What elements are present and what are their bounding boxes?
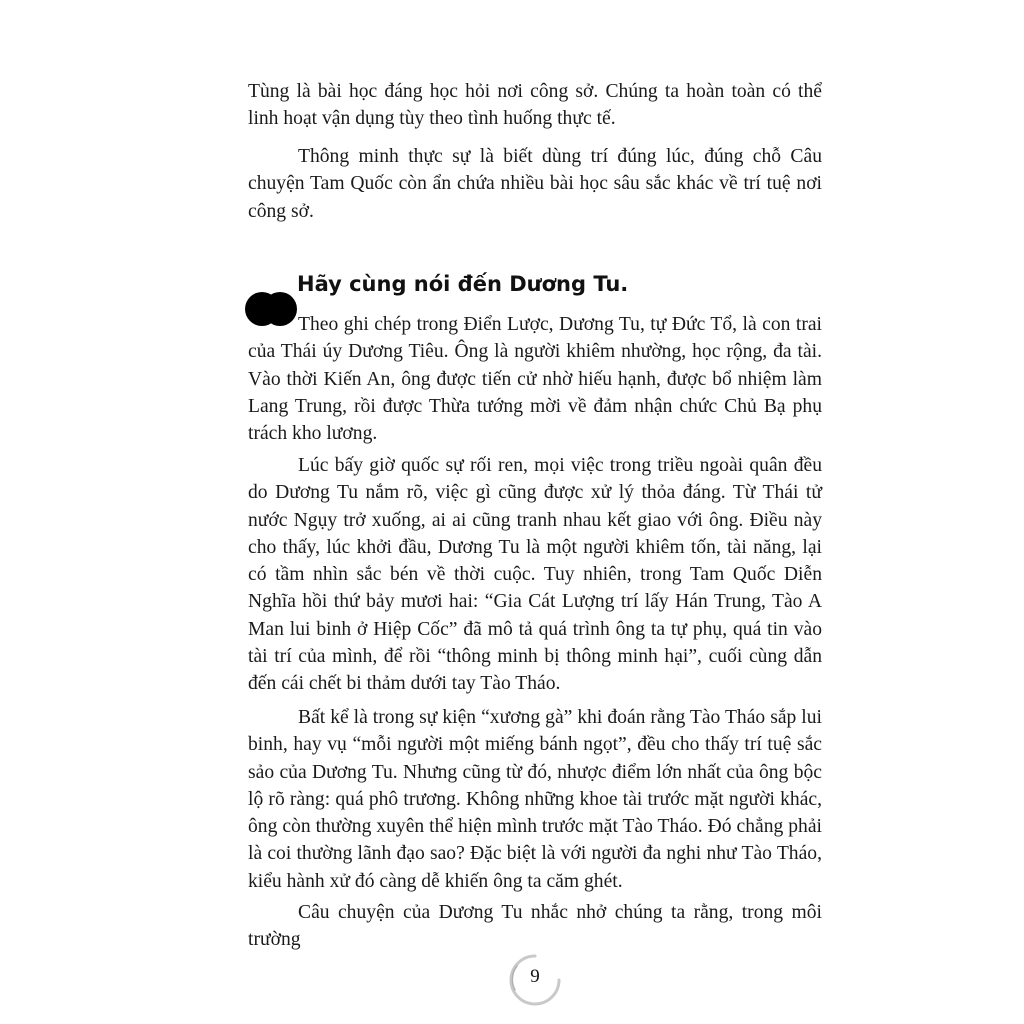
text-column-top (248, 78, 822, 133)
paragraph-6: Câu chuyện của Dương Tu nhắc nhở chúng ta rằng, trong môi trường (248, 902, 822, 951)
paragraph-4: Lúc bấy giờ quốc sự rối ren, mọi việc trong triều ngoài quân đều do Dương Tu nắm rõ, việc gì cũng được xử lý thỏa đáng. Từ Thái tử nước Ngụy trở xuống, ai ai cũng tranh nhau kết giao với ông. Điều này cho thấy, lúc khởi đầu, Dương Tu là một người khiêm tốn, tài năng, lại có tầm nhìn sắc bén về thời cuộc. Tuy nhiên, trong Tam Quốc Diễn Nghĩa hồi thứ bảy mươi hai: “Gia Cát Lượng trí lấy Hán Trung, Tào A Man lui binh ở Hiệp Cốc” đã mô tả quá trình ông ta tự phụ, quá tin vào tài trí của mình, để rồi “thông minh bị thông minh hại”, cuối cùng dẫn đến cái chết bi thảm dưới tay Tào Tháo. (248, 455, 822, 695)
page-number-badge (505, 950, 565, 1010)
paragraph-5: Bất kể là trong sự kiện “xương gà” khi đoán rằng Tào Tháo sắp lui binh, hay vụ “mỗi người một miếng bánh ngọt”, đều cho thấy trí tuệ sắc sảo của Dương Tu. Nhưng cũng từ đó, nhược điểm lớn nhất của ông bộc lộ rõ ràng: quá phô trương. Không những khoe tài trước mặt người khác, ông còn thường xuyên thể hiện mình trước mặt Tào Tháo. Đó chẳng phải là coi thường lãnh đạo sao? Đặc biệt là với người đa nghi như Tào Tháo, kiểu hành xử đó càng dễ khiến ông ta căm ghét. (248, 707, 822, 892)
page-number: 9 (530, 966, 540, 987)
text-column-top-2 (248, 143, 822, 225)
paragraph-1: Tùng là bài học đáng học hỏi nơi công sở. Chúng ta hoàn toàn có thể linh hoạt vận dụng tùy theo tình huống thực tế. (248, 81, 822, 130)
text-column-section-4 (248, 899, 822, 954)
section-heading: Hãy cùng nói đến Dương Tu. (297, 272, 629, 296)
paragraph-3: Theo ghi chép trong Điển Lược, Dương Tu, tự Đức Tổ, là con trai của Thái úy Dương Tiêu. Ông là người khiêm nhường, học rộng, đa tài. Vào thời Kiến An, ông được tiến cử nhờ hiếu hạnh, được bổ nhiệm làm Lang Trung, rồi được Thừa tướng mời về đảm nhận chức Chủ Bạ phụ trách kho lương. (248, 314, 822, 445)
text-column-section-1 (248, 311, 822, 447)
paragraph-2: Thông minh thực sự là biết dùng trí đúng lúc, đúng chỗ Câu chuyện Tam Quốc còn ẩn chứa nhiều bài học sâu sắc khác về trí tuệ nơi công sở. (248, 146, 822, 222)
text-column-section-3 (248, 704, 822, 895)
text-column-section-2 (248, 452, 822, 698)
